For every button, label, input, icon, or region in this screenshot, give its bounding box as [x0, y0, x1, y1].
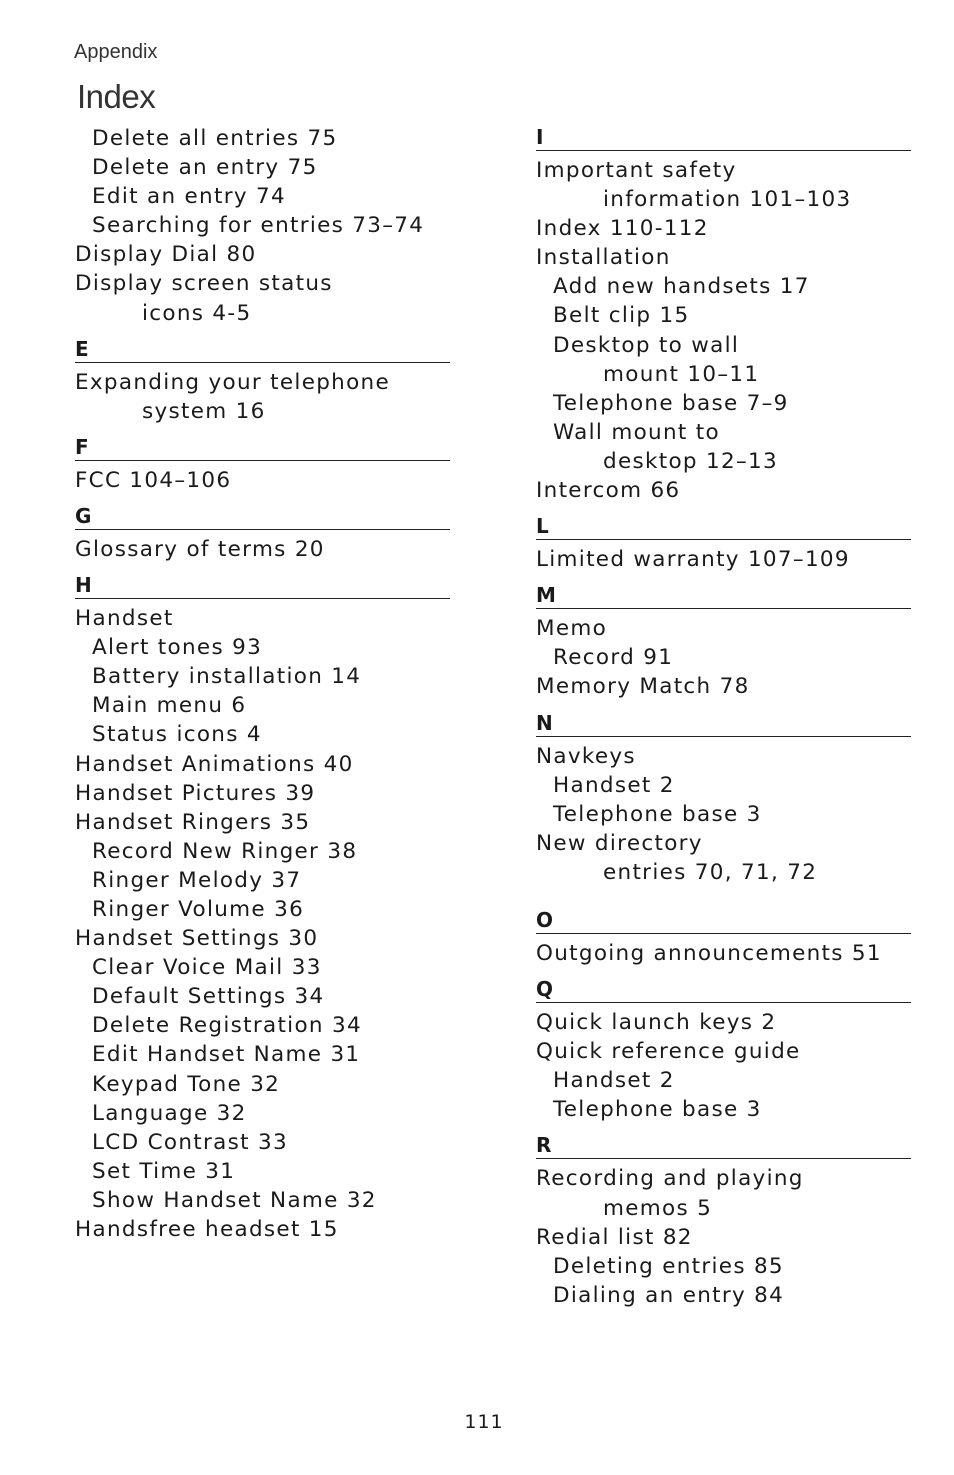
- index-letter-heading: F: [75, 426, 450, 461]
- index-entry: Limited warranty 107–109: [536, 547, 850, 573]
- index-subentry: Record 91: [553, 645, 674, 671]
- index-subentry: Dialing an entry 84: [553, 1282, 785, 1308]
- index-entry: Glossary of terms 20: [75, 536, 325, 562]
- index-letter-heading: G: [75, 495, 450, 530]
- index-entry: Installation: [536, 245, 671, 271]
- index-entry: Quick launch keys 2: [536, 1010, 777, 1036]
- index-entry: Outgoing announcements 51: [536, 940, 882, 966]
- index-entry-continuation: system 16: [142, 398, 266, 424]
- section-gap: [536, 887, 911, 899]
- index-subentry: Ringer Melody 37: [92, 867, 302, 893]
- index-entry: Handsfree headset 15: [75, 1217, 339, 1242]
- index-subentry: Record New Ringer 38: [92, 838, 358, 864]
- index-entry-continuation: memos 5: [603, 1195, 713, 1221]
- index-subentry: Delete Registration 34: [92, 1013, 362, 1039]
- index-entry: Handset Pictures 39: [75, 780, 316, 806]
- index-subentry: Default Settings 34: [92, 984, 325, 1010]
- index-entry-continuation: information 101–103: [603, 187, 852, 213]
- index-letter-heading: H: [75, 564, 450, 599]
- index-entry: Quick reference guide: [536, 1039, 801, 1065]
- index-entry: Memo: [536, 616, 608, 642]
- index-subentry: Set Time 31: [92, 1158, 236, 1184]
- index-subentry: LCD Contrast 33: [92, 1129, 288, 1155]
- index-subentry: Edit Handset Name 31: [92, 1042, 361, 1068]
- index-subentry: Telephone base 3: [553, 801, 762, 827]
- page-title: Index: [77, 78, 156, 115]
- index-letter-heading: R: [536, 1124, 911, 1159]
- index-entry: Display screen status: [75, 271, 333, 297]
- index-letter-heading: Q: [536, 968, 911, 1003]
- index-column-left: [75, 124, 450, 1244]
- index-entry: Handset Animations 40: [75, 751, 354, 777]
- index-entry-continuation: desktop 12–13: [603, 448, 778, 474]
- index-subentry: Status icons 4: [92, 722, 262, 748]
- index-entry-continuation: entries 70, 71, 72: [603, 859, 818, 885]
- index-entry: FCC 104–106: [75, 467, 232, 493]
- index-subentry: Add new handsets 17: [553, 274, 810, 300]
- index-entry: Display Dial 80: [75, 242, 257, 268]
- index-subentry: Edit an entry 74: [92, 184, 286, 210]
- index-subentry: Searching for entries 73–74: [92, 213, 425, 239]
- section-label: Appendix: [74, 41, 158, 63]
- index-entry-continuation: icons 4-5: [142, 300, 252, 326]
- index-entry: Recording and playing: [536, 1166, 804, 1192]
- index-entry: Navkeys: [536, 743, 636, 769]
- index-column-right: [536, 124, 911, 1310]
- index-letter-heading: O: [536, 899, 911, 934]
- index-subentry: Main menu 6: [92, 693, 247, 719]
- index-letter-heading: N: [536, 702, 911, 737]
- index-subentry: Delete an entry 75: [92, 155, 318, 181]
- index-entry: Expanding your telephone: [75, 369, 391, 395]
- index-subentry: Handset 2: [553, 772, 675, 798]
- index-entry-continuation: mount 10–11: [603, 361, 760, 387]
- index-letter-heading: L: [536, 505, 911, 540]
- index-subentry: Desktop to wall: [553, 332, 740, 358]
- index-entry: Intercom 66: [536, 478, 681, 504]
- index-entry: Redial list 82: [536, 1224, 693, 1250]
- index-entry: Memory Match 78: [536, 674, 750, 700]
- index-entry: Index 110-112: [536, 216, 709, 242]
- index-entry: Handset Ringers 35: [75, 809, 311, 835]
- index-letter-heading: E: [75, 328, 450, 363]
- index-subentry: Ringer Volume 36: [92, 896, 305, 922]
- index-subentry: Show Handset Name 32: [92, 1187, 377, 1213]
- index-subentry: Language 32: [92, 1100, 247, 1126]
- index-entry: Handset: [75, 606, 174, 632]
- index-subentry: Wall mount to: [553, 419, 720, 445]
- index-entry: Handset Settings 30: [75, 926, 319, 952]
- page-number: 111: [464, 1411, 504, 1433]
- index-subentry: Belt clip 15: [553, 303, 690, 329]
- index-subentry: Handset 2: [553, 1068, 675, 1094]
- index-letter-heading: M: [536, 574, 911, 609]
- index-subentry: Deleting entries 85: [553, 1253, 784, 1279]
- index-subentry: Keypad Tone 32: [92, 1071, 281, 1097]
- index-entry: New directory: [536, 830, 703, 856]
- index-subentry: Telephone base 3: [553, 1097, 762, 1123]
- index-subentry: Telephone base 7–9: [553, 390, 789, 416]
- index-letter-heading: I: [536, 124, 911, 151]
- index-entry: Important safety: [536, 158, 737, 183]
- index-subentry: Battery installation 14: [92, 664, 362, 690]
- index-subentry: Delete all entries 75: [92, 126, 338, 151]
- index-subentry: Clear Voice Mail 33: [92, 955, 322, 981]
- index-subentry: Alert tones 93: [92, 635, 263, 661]
